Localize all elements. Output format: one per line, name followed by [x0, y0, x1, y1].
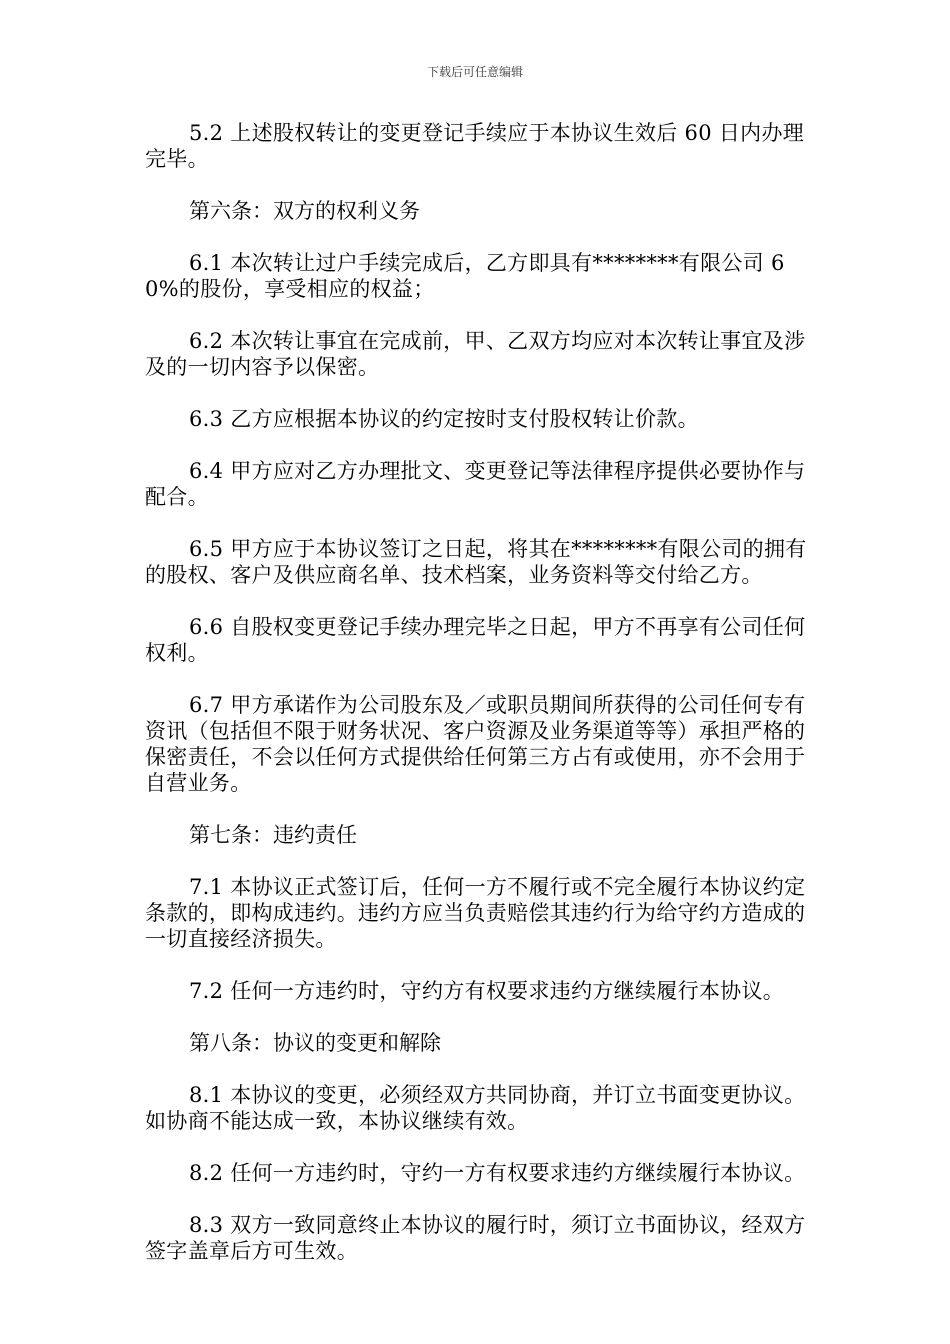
clause-7-2: 7.2 任何一方违约时，守约方有权要求违约方继续履行本协议。: [189, 979, 785, 1003]
clause-8-2: 8.2 任何一方违约时，守约一方有权要求违约方继续履行本协议。: [189, 1161, 806, 1185]
clause-8-3: 8.3 双方一致同意终止本协议的履行时，须订立书面协议，经双方签字盖章后方可生效。: [145, 1213, 806, 1263]
article-7-heading: 第七条：违约责任: [189, 823, 357, 847]
clause-6-5: 6.5 甲方应于本协议签订之日起，将其在********有限公司的拥有的股权、客户及供应商名单、技术档案，业务资料等交付给乙方。: [145, 537, 807, 587]
clause-8-1: 8.1 本协议的变更，必须经双方共同协商，并订立书面变更协议。如协商不能达成一致，本协议继续有效。: [145, 1083, 806, 1133]
clause-7-1: 7.1 本协议正式签订后，任何一方不履行或不完全履行本协议约定条款的，即构成违约。违约方应当负责赔偿其违约行为给守约方造成的一切直接经济损失。: [145, 875, 806, 951]
clause-6-6: 6.6 自股权变更登记手续办理完毕之日起，甲方不再享有公司任何权利。: [145, 615, 806, 665]
clause-6-2: 6.2 本次转让事宜在完成前，甲、乙双方均应对本次转让事宜及涉及的一切内容予以保密。: [145, 329, 806, 379]
clause-6-1: 6.1 本次转让过户手续完成后，乙方即具有********有限公司 60%的股份，享受相应的权益；: [145, 251, 785, 301]
page-header: 下载后可任意编辑: [426, 65, 523, 79]
clause-6-3: 6.3 乙方应根据本协议的约定按时支付股权转让价款。: [189, 407, 699, 431]
document-body: [145, 120, 810, 1290]
article-6-heading: 第六条：双方的权利义务: [189, 199, 420, 223]
article-8-heading: 第八条：协议的变更和解除: [189, 1031, 441, 1055]
clause-6-4: 6.4 甲方应对乙方办理批文、变更登记等法律程序提供必要协作与配合。: [145, 459, 806, 509]
clause-6-7: 6.7 甲方承诺作为公司股东及／或职员期间所获得的公司任何专有资讯（包括但不限于财务状况、客户资源及业务渠道等等）承担严格的保密责任，不会以任何方式提供给任何第三方占有或使用，亦不会用于自营业务。: [145, 693, 806, 795]
clause-5-2: 5.2 上述股权转让的变更登记手续应于本协议生效后 60 日内办理完毕。: [145, 121, 805, 171]
